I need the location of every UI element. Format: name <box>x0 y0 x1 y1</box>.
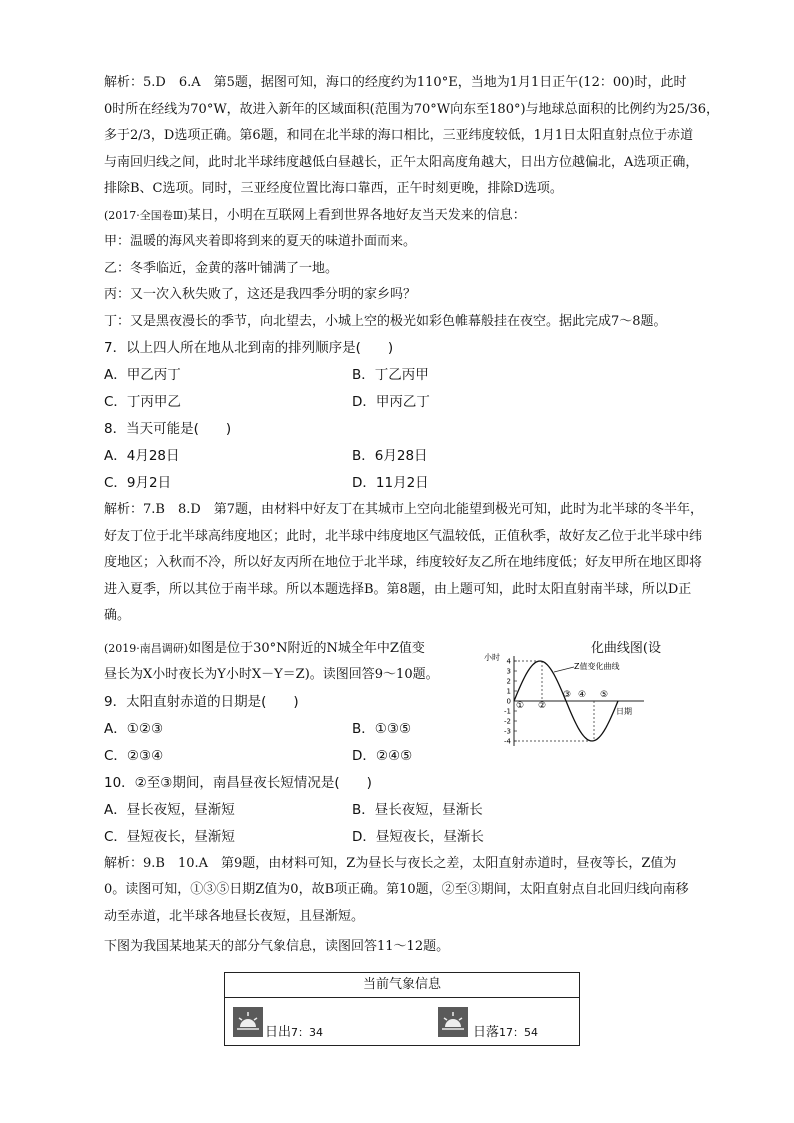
material-text-a: 如图是位于30°N附近的N城全年中Z值变 <box>188 640 425 656</box>
material-ding: 丁：又是黑夜漫长的季节，向北望去，小城上空的极光如彩色帷幕般挂在夜空。据此完成7～8题。 <box>104 313 667 329</box>
analysis-9-10-line2: 0。读图可知，①③⑤日期Z值为0，故B项正确。第10题，②至③期间，太阳直射点自北回归线向南移 <box>104 882 689 897</box>
analysis-5-6-line4: 与南回归线之间，此时北半球纬度越低白昼越长，正午太阳高度角越大，日出方位越偏北，A选项正确， <box>104 154 699 170</box>
material-jia: 甲：温暖的海风夹着即将到来的夏天的味道扑面而来。 <box>104 234 417 249</box>
option-c: C．昼短夜长，昼渐短 <box>104 828 235 845</box>
sunset-time: 17：54 <box>499 1026 539 1039</box>
material-7-8-intro <box>104 203 726 230</box>
option-a: A．①②③ <box>104 720 164 737</box>
analysis-7-8-line4: 进入夏季，所以其位于南半球。所以本题选择B。第8题，由上题可知，此时太阳直射南半球，所以D正 <box>104 581 692 597</box>
analysis-7-8-line5: 确。 <box>104 608 131 623</box>
sunset-text <box>473 1021 538 1040</box>
analysis-7-8-line1: 解析：7.B 8.D 第7题，由材料中好友丁在其城市上空向北能望到极光可知，此时为北半球的冬半年， <box>104 502 704 517</box>
y-tick-label: -2 <box>504 717 511 726</box>
question-9-stem: 9．太阳直射赤道的日期是( ) <box>104 693 299 710</box>
sunrise-icon <box>233 1007 263 1037</box>
option-c: C．9月2日 <box>104 475 172 491</box>
option-c: C．丁丙甲乙 <box>104 394 181 410</box>
y-tick-label: 4 <box>506 657 511 666</box>
material-yi: 乙：冬季临近，金黄的落叶铺满了一地。 <box>104 260 339 276</box>
question-7-options-row2 <box>104 389 726 416</box>
question-8-options-row2 <box>104 470 726 497</box>
option-b: B．6月28日 <box>352 448 428 464</box>
weather-panel-title: 当前气象信息 <box>225 973 579 998</box>
page-content <box>104 70 726 961</box>
analysis-7-8-line2: 好友丁位于北半球高纬度地区；此时，北半球中纬度地区气温较低，正值秋季，故好友乙位于北半球中纬 <box>104 528 703 544</box>
analysis-9-10-line3: 动至赤道，北半球各地昼长夜短，且昼渐短。 <box>104 908 365 924</box>
question-7-options-row1 <box>104 362 726 389</box>
question-8-stem: 8．当天可能是( ) <box>104 421 232 437</box>
x-axis-label: 日期 <box>616 707 632 716</box>
y-tick-label: 3 <box>506 667 511 676</box>
sunrise-label: 日出 <box>265 1025 292 1040</box>
question-10-options-row2 <box>104 824 726 851</box>
option-d: D．11月2日 <box>352 475 429 491</box>
analysis-5-6-line1: 解析：5.D 6.A 第5题，据图可知，海口的经度约为110°E，当地为1月1日正午(12：00)时，此时 <box>104 75 687 90</box>
legend-leader <box>554 667 574 672</box>
date-marker: ① <box>515 701 525 711</box>
y-tick-label: 0 <box>506 697 511 706</box>
analysis-9-10-line1: 解析：9.B 10.A 第9题，由材料可知，Z为昼长与夜长之差，太阳直射赤道时，昼夜等长，Z值为 <box>104 855 677 871</box>
source-tag: (2019·南昌调研) <box>104 641 189 655</box>
option-c: C．②③④ <box>104 747 164 764</box>
option-b: B．丁乙丙甲 <box>352 367 429 383</box>
date-marker: ② <box>537 701 547 711</box>
option-a: A．4月28日 <box>104 448 180 464</box>
date-marker: ③ <box>562 690 572 700</box>
source-tag: (2017·全国卷Ⅲ) <box>104 208 188 222</box>
option-b: B．①③⑤ <box>352 720 412 737</box>
date-marker: ④ <box>577 690 587 700</box>
weather-panel <box>224 972 580 1046</box>
question-7-stem: 7．以上四人所在地从北到南的排列顺序是( ) <box>104 340 394 356</box>
analysis-5-6-line5: 排除B、C选项。同时，三亚经度位置比海口靠西，正午时刻更晚，排除D选项。 <box>104 181 563 196</box>
y-tick-label: -4 <box>504 737 511 746</box>
material-bing: 丙：又一次入秋失败了，这还是我四季分明的家乡吗？ <box>104 287 417 302</box>
question-10-stem: 10．②至③期间，南昌昼夜长短情况是( ) <box>104 774 372 791</box>
option-d: D．甲丙乙丁 <box>352 394 430 410</box>
z-value-chart <box>482 650 652 750</box>
question-10-options-row1 <box>104 797 726 824</box>
y-tick-label: -3 <box>504 727 511 736</box>
sunrise-text <box>265 1021 323 1040</box>
sunset-label: 日落 <box>473 1025 500 1040</box>
y-tick-label: 1 <box>506 687 511 696</box>
analysis-7-8-line3: 度地区；入秋而不冷，所以好友丙所在地位于北半球，纬度较好友乙所在地纬度低；好友甲所在地区即将 <box>104 555 703 570</box>
material-text-b: 化曲线图(设 <box>590 640 661 656</box>
legend-label: Z值变化曲线 <box>574 662 620 671</box>
y-tick-label: 2 <box>506 677 511 686</box>
option-a: A．甲乙丙丁 <box>104 367 181 383</box>
date-marker: ⑤ <box>599 690 609 700</box>
option-d: D．昼短夜长，昼渐长 <box>352 828 484 845</box>
analysis-5-6-line3: 多于2/3，D选项正确。第6题，和同在北半球的海口相比，三亚纬度较低，1月1日太阳直射点位于赤道 <box>104 128 694 143</box>
material-9-10-line2: 昼长为X小时夜长为Y小时X－Y＝Z)。读图回答9～10题。 <box>104 667 439 682</box>
material-intro-text: 某日，小明在互联网上看到世界各地好友当天发来的信息： <box>187 207 526 223</box>
option-d: D．②④⑤ <box>352 747 413 764</box>
analysis-5-6-line2: 0时所在经线为70°W，故进入新年的区域面积(范围为70°W向东至180°)与地球总面积的比例约为25/36， <box>104 101 719 117</box>
option-a: A．昼长夜短，昼渐短 <box>104 801 235 818</box>
sunset-icon <box>438 1007 468 1037</box>
option-b: B．昼长夜短，昼渐长 <box>352 801 483 818</box>
y-tick-label: -1 <box>504 707 511 716</box>
material-11-12-intro: 下图为我国某地某天的部分气象信息，读图回答11～12题。 <box>104 939 450 954</box>
y-axis-label: 小时 <box>484 653 500 662</box>
question-8-options-row1 <box>104 443 726 470</box>
sunrise-time: 7：34 <box>291 1026 324 1039</box>
